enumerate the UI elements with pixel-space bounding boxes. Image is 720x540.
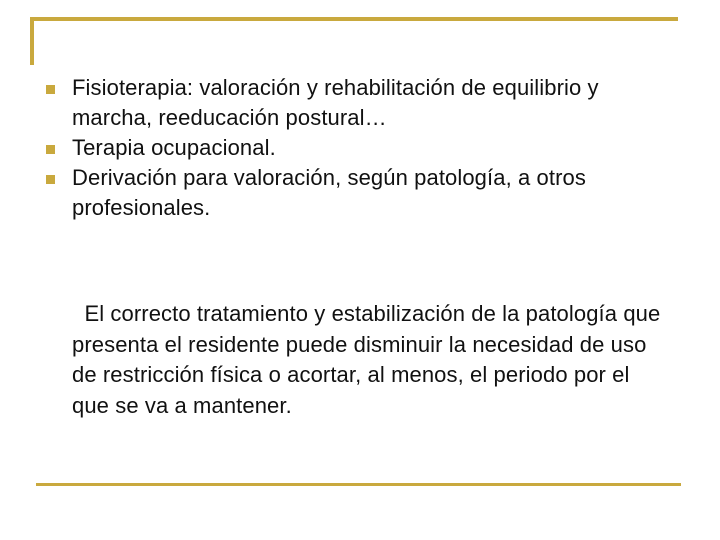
left-rule-decoration bbox=[30, 17, 34, 65]
bullet-list bbox=[40, 73, 680, 223]
bullet-text: Terapia ocupacional. bbox=[72, 135, 276, 160]
bullet-text: Derivación para valoración, según patología, a otros profesionales. bbox=[72, 165, 586, 220]
bullet-text: Fisioterapia: valoración y rehabilitación de equilibrio y marcha, reeducación postural… bbox=[72, 75, 599, 130]
body-paragraph: El correcto tratamiento y estabilización de la patología que presenta el residente puede disminuir la necesidad de uso de restricción física o acortar, al menos, el periodo por el que se va a mantener. bbox=[72, 301, 667, 418]
bullet-item-derivacion bbox=[40, 163, 680, 223]
bullet-item-terapia-ocupacional bbox=[40, 133, 680, 163]
square-bullet-icon bbox=[46, 175, 55, 184]
square-bullet-icon bbox=[46, 85, 55, 94]
square-bullet-icon bbox=[46, 145, 55, 154]
bottom-rule-decoration bbox=[36, 483, 681, 486]
top-rule-decoration bbox=[30, 17, 678, 21]
bullet-item-fisioterapia bbox=[40, 73, 680, 133]
